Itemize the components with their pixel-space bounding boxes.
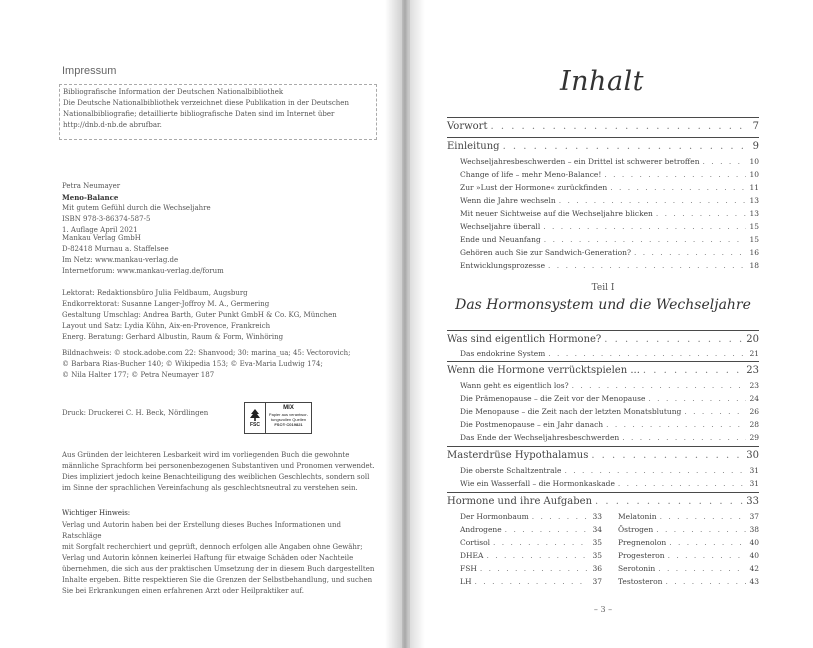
toc-subentry-page: 42 [749, 564, 759, 573]
notice-line: Inhalte ergeben. Bitte respektieren Sie die Grenzen der Selbstbehandlung, und suchen [62, 576, 373, 584]
notice-line: mit Sorgfalt recherchiert und geprüft, dennoch erfolgen alle Angaben ohne Gewähr; [62, 543, 363, 551]
toc-entry-page: 9 [752, 141, 759, 152]
toc-subentry-page: 43 [749, 577, 759, 586]
toc-subentry-page: 37 [592, 577, 602, 586]
toc-subentry-label: Melatonin [618, 512, 657, 521]
toc-subentry-page: 10 [749, 170, 759, 179]
toc-subentry [618, 577, 759, 586]
book-title: Meno-Balance [62, 193, 119, 202]
toc-entry-label: Vorwort [447, 121, 488, 132]
readability-line: Dies impliziert jedoch keine Benachteiligung des weiblichen Geschlechts, sondern soll [62, 473, 370, 481]
toc-subentry-page: 15 [749, 222, 759, 231]
biblio-line: Nationalbibliografie; detaillierte bibliografische Daten sind im Internet über [63, 110, 335, 118]
toc-subentry-label: Wie ein Wasserfall – die Hormonkaskade [460, 479, 615, 488]
toc-subentry-label: FSH [460, 564, 477, 573]
fsc-logo-text: FSC [250, 422, 260, 428]
toc-subentry-label: LH [460, 577, 472, 586]
toc-subentry-page: 16 [749, 248, 759, 257]
toc-subentry-label: Die Postmenopause – ein Jahr danach [460, 420, 604, 429]
toc-subentry-page: 28 [749, 420, 759, 429]
toc-rule [447, 361, 759, 362]
notice-line: Verlag und Autorin können keinerlei Haftung für etwaige Schäden oder Nachteile [62, 554, 354, 562]
fsc-mix: MIX [283, 405, 294, 411]
toc-subentry [460, 407, 759, 416]
toc-subentry-label: Der Hormonbaum [460, 512, 529, 521]
toc-subentry [460, 349, 759, 358]
fsc-line: tungsvollen Quellen [270, 417, 307, 422]
toc-subentry-page: 38 [749, 525, 759, 534]
toc-title: Inhalt [560, 66, 645, 97]
impressum-title: Impressum [62, 65, 117, 77]
toc-subentry-label: Zur »Lust der Hormone« zurückfinden [460, 183, 608, 192]
toc-subentry [460, 564, 602, 573]
toc-rule [447, 446, 759, 447]
toc-subentry-label: Serotonin [618, 564, 656, 573]
toc-subentry [618, 512, 759, 521]
fsc-text [266, 403, 311, 433]
toc-subentry [460, 420, 759, 429]
book-credits [62, 181, 211, 236]
toc-subentry [460, 235, 759, 244]
biblio-line: Die Deutsche Nationalbibliothek verzeichnet diese Publikation in der Deutschen [63, 99, 349, 107]
toc-subentry-page: 37 [749, 512, 759, 521]
publisher-line: Internetforum: www.mankau-verlag.de/forum [62, 267, 224, 275]
toc-subentry [618, 538, 759, 547]
toc-subentry-page: 15 [749, 235, 759, 244]
toc-subentry [460, 538, 602, 547]
toc-entry-page: 7 [752, 121, 759, 132]
picture-credits [62, 348, 382, 381]
notice-title: Wichtiger Hinweis: [62, 509, 131, 517]
toc-subentry-page: 40 [749, 551, 759, 560]
toc-entry-label: Masterdrüse Hypothalamus [447, 450, 589, 461]
printer-info: Druck: Druckerei C. H. Beck, Nördlingen [62, 409, 209, 417]
toc-subentry-page: 33 [592, 512, 602, 521]
picture-credit-line: © Nila Halter 177; © Petra Neumayer 187 [62, 371, 215, 379]
toc-entry-page: 33 [746, 496, 759, 507]
toc-subentry-page: 21 [749, 349, 759, 358]
biblio-box [59, 84, 377, 140]
toc-subentry-label: Pregnenolon [618, 538, 667, 547]
toc-subentry [460, 222, 759, 231]
toc-subentry [618, 564, 759, 573]
readability-note [62, 450, 382, 494]
picture-credit-line: © Barbara Rias-Bucher 140; © Wikipedia 153; © Eva-Maria Ludwig 174; [62, 360, 323, 368]
toc-subentry-label: Wann geht es eigentlich los? [460, 381, 569, 390]
toc-subentry [460, 512, 602, 521]
fsc-code: FSC® C019821 [274, 422, 303, 427]
toc-subentry-page: 13 [749, 209, 759, 218]
toc-rule [447, 330, 759, 331]
toc-subentry [618, 551, 759, 560]
toc-entry-section [447, 365, 759, 376]
toc-subentry-page: 40 [749, 538, 759, 547]
toc-subentry-label: Mit neuer Sichtweise auf die Wechseljahre blicken [460, 209, 653, 218]
contributors [62, 288, 337, 343]
toc-subentry-label: Cortisol [460, 538, 491, 547]
readability-line: männliche Sprachform bei personenbezogenen Substantiven und Pronomen verwendet. [62, 462, 375, 470]
toc-subentry [460, 525, 602, 534]
toc-subentry-label: Change of life – mehr Meno-Balance! [460, 170, 602, 179]
toc-subentry-page: 31 [749, 479, 759, 488]
toc-subentry [460, 157, 759, 166]
toc-subentry [460, 381, 759, 390]
publisher-line: Mankau Verlag GmbH [62, 234, 141, 242]
toc-entry-label: Einleitung [447, 141, 500, 152]
notice-line: Sie bei Erkrankungen einen erfahrenen Arzt oder Heilpraktiker auf. [62, 587, 304, 595]
isbn: ISBN 978-3-86374-587-5 [62, 215, 151, 223]
toc-subentry [460, 170, 759, 179]
toc-subentry-label: Das endokrine System [460, 349, 546, 358]
toc-subentry-page: 35 [592, 538, 602, 547]
toc-subentry [460, 466, 759, 475]
fsc-label [244, 402, 312, 434]
toc-rule [447, 492, 759, 493]
important-notice [62, 508, 382, 597]
toc-subentry [618, 525, 759, 534]
toc-entry-label: Wenn die Hormone verrücktspielen ... [447, 365, 640, 376]
toc-subentry-label: Progesteron [618, 551, 665, 560]
toc-subentry-label: Die Menopause – die Zeit nach der letzten Monatsblutung [460, 407, 682, 416]
toc-subentry-page: 10 [749, 157, 759, 166]
toc-subentry-label: Androgene [460, 525, 502, 534]
toc-subentry [460, 551, 602, 560]
fsc-line: Papier aus verantwor- [268, 412, 309, 417]
toc-entry-einleitung [447, 141, 759, 152]
toc-subentry-label: Östrogen [618, 525, 654, 534]
toc-subentry-label: Die oberste Schaltzentrale [460, 466, 562, 475]
toc-subentry-page: 18 [749, 261, 759, 270]
toc-subentry-label: Gehören auch Sie zur Sandwich-Generation? [460, 248, 631, 257]
toc-subentry-label: Testosteron [618, 577, 663, 586]
part-label: Teil I [591, 283, 615, 293]
contributor-line: Layout und Satz: Lydia Kühn, Aix-en-Provence, Frankreich [62, 322, 271, 330]
toc-entry-page: 30 [746, 450, 759, 461]
toc-entry-page: 23 [746, 365, 759, 376]
toc-subentry [460, 261, 759, 270]
readability-line: im Sinne der sprachlichen Vereinfachung als geschlechtsneutral zu verstehen sein. [62, 484, 358, 492]
toc-subentry-page: 23 [749, 381, 759, 390]
toc-entry-page: 20 [746, 334, 759, 345]
toc-subentry [460, 183, 759, 192]
publisher-line: Im Netz: www.mankau-verlag.de [62, 256, 179, 264]
toc-subentry-page: 35 [592, 551, 602, 560]
contributor-line: Gestaltung Umschlag: Andrea Barth, Guter Punkt GmbH & Co. KG, München [62, 311, 337, 319]
toc-subentry-label: Ende und Neuanfang [460, 235, 541, 244]
toc-subentry [460, 479, 759, 488]
toc-entry-hormone [447, 496, 759, 507]
publisher-info [62, 233, 224, 277]
toc-subentry [460, 394, 759, 403]
book-gutter [385, 0, 425, 648]
toc-subentry-page: 31 [749, 466, 759, 475]
toc-subentry-label: Das Ende der Wechseljahresbeschwerden [460, 433, 620, 442]
contributor-line: Endkorrektorat: Susanne Langer-Joffroy M. A., Germering [62, 300, 270, 308]
notice-line: übernehmen, die sich aus der praktischen Umsetzung der in diesem Buch dargestellten [62, 565, 375, 573]
toc-subentry [460, 209, 759, 218]
toc-subentry-label: Wenn die Jahre wechseln [460, 196, 556, 205]
toc-subentry-page: 34 [592, 525, 602, 534]
edition: 1. Auflage April 2021 [62, 226, 138, 234]
toc-subentry-label: Wechseljahresbeschwerden – ein Drittel ist schwerer betroffen [460, 157, 700, 166]
part-title: Das Hormonsystem und die Wechseljahre [455, 297, 751, 313]
toc-subentry [460, 248, 759, 257]
toc-subentry-page: 26 [749, 407, 759, 416]
toc-entry-label: Was sind eigentlich Hormone? [447, 334, 602, 345]
toc-subentry-page: 13 [749, 196, 759, 205]
toc-rule [447, 117, 759, 118]
contributor-line: Energ. Beratung: Gerhard Albustin, Raum & Form, Winhöring [62, 333, 284, 341]
notice-line: Verlag und Autorin haben bei der Erstellung dieses Buches Informationen und Ratschläge [62, 521, 342, 540]
toc-subentry [460, 433, 759, 442]
fsc-tree-icon [245, 403, 266, 433]
contributor-line: Lektorat: Redaktionsbüro Julia Feldbaum, Augsburg [62, 289, 248, 297]
toc-subentry-page: 36 [592, 564, 602, 573]
toc-subentry-page: 24 [749, 394, 759, 403]
publisher-line: D-82418 Murnau a. Staffelsee [62, 245, 169, 253]
biblio-line: Bibliografische Information der Deutschen Nationalbibliothek [63, 88, 284, 96]
page-number: – 3 – [593, 605, 613, 614]
toc-subentry [460, 196, 759, 205]
toc-subentry-page: 11 [749, 183, 759, 192]
toc-entry-section [447, 334, 759, 345]
toc-subentry-label: Entwicklungsprozesse [460, 261, 546, 270]
toc-subentry-page: 29 [749, 433, 759, 442]
toc-entry-label: Hormone und ihre Aufgaben [447, 496, 593, 507]
picture-credit-line: Bildnachweis: © stock.adobe.com 22: Shanvood; 30: marina_ua; 45: Vectorovich; [62, 349, 351, 357]
readability-line: Aus Gründen der leichteren Lesbarkeit wird im vorliegenden Buch die gewohnte [62, 451, 350, 459]
toc-subentry-label: DHEA [460, 551, 484, 560]
toc-subentry-label: Wechseljahre überall [460, 222, 541, 231]
toc-subentry [460, 577, 602, 586]
book-subtitle: Mit gutem Gefühl durch die Wechseljahre [62, 204, 211, 212]
toc-rule [447, 137, 759, 138]
toc-entry-vorwort [447, 121, 759, 132]
toc-entry-section [447, 450, 759, 461]
author-name: Petra Neumayer [62, 182, 121, 190]
toc-subentry-label: Die Prämenopause – die Zeit vor der Menopause [460, 394, 646, 403]
biblio-line: http://dnb.d-nb.de abrufbar. [63, 121, 162, 129]
